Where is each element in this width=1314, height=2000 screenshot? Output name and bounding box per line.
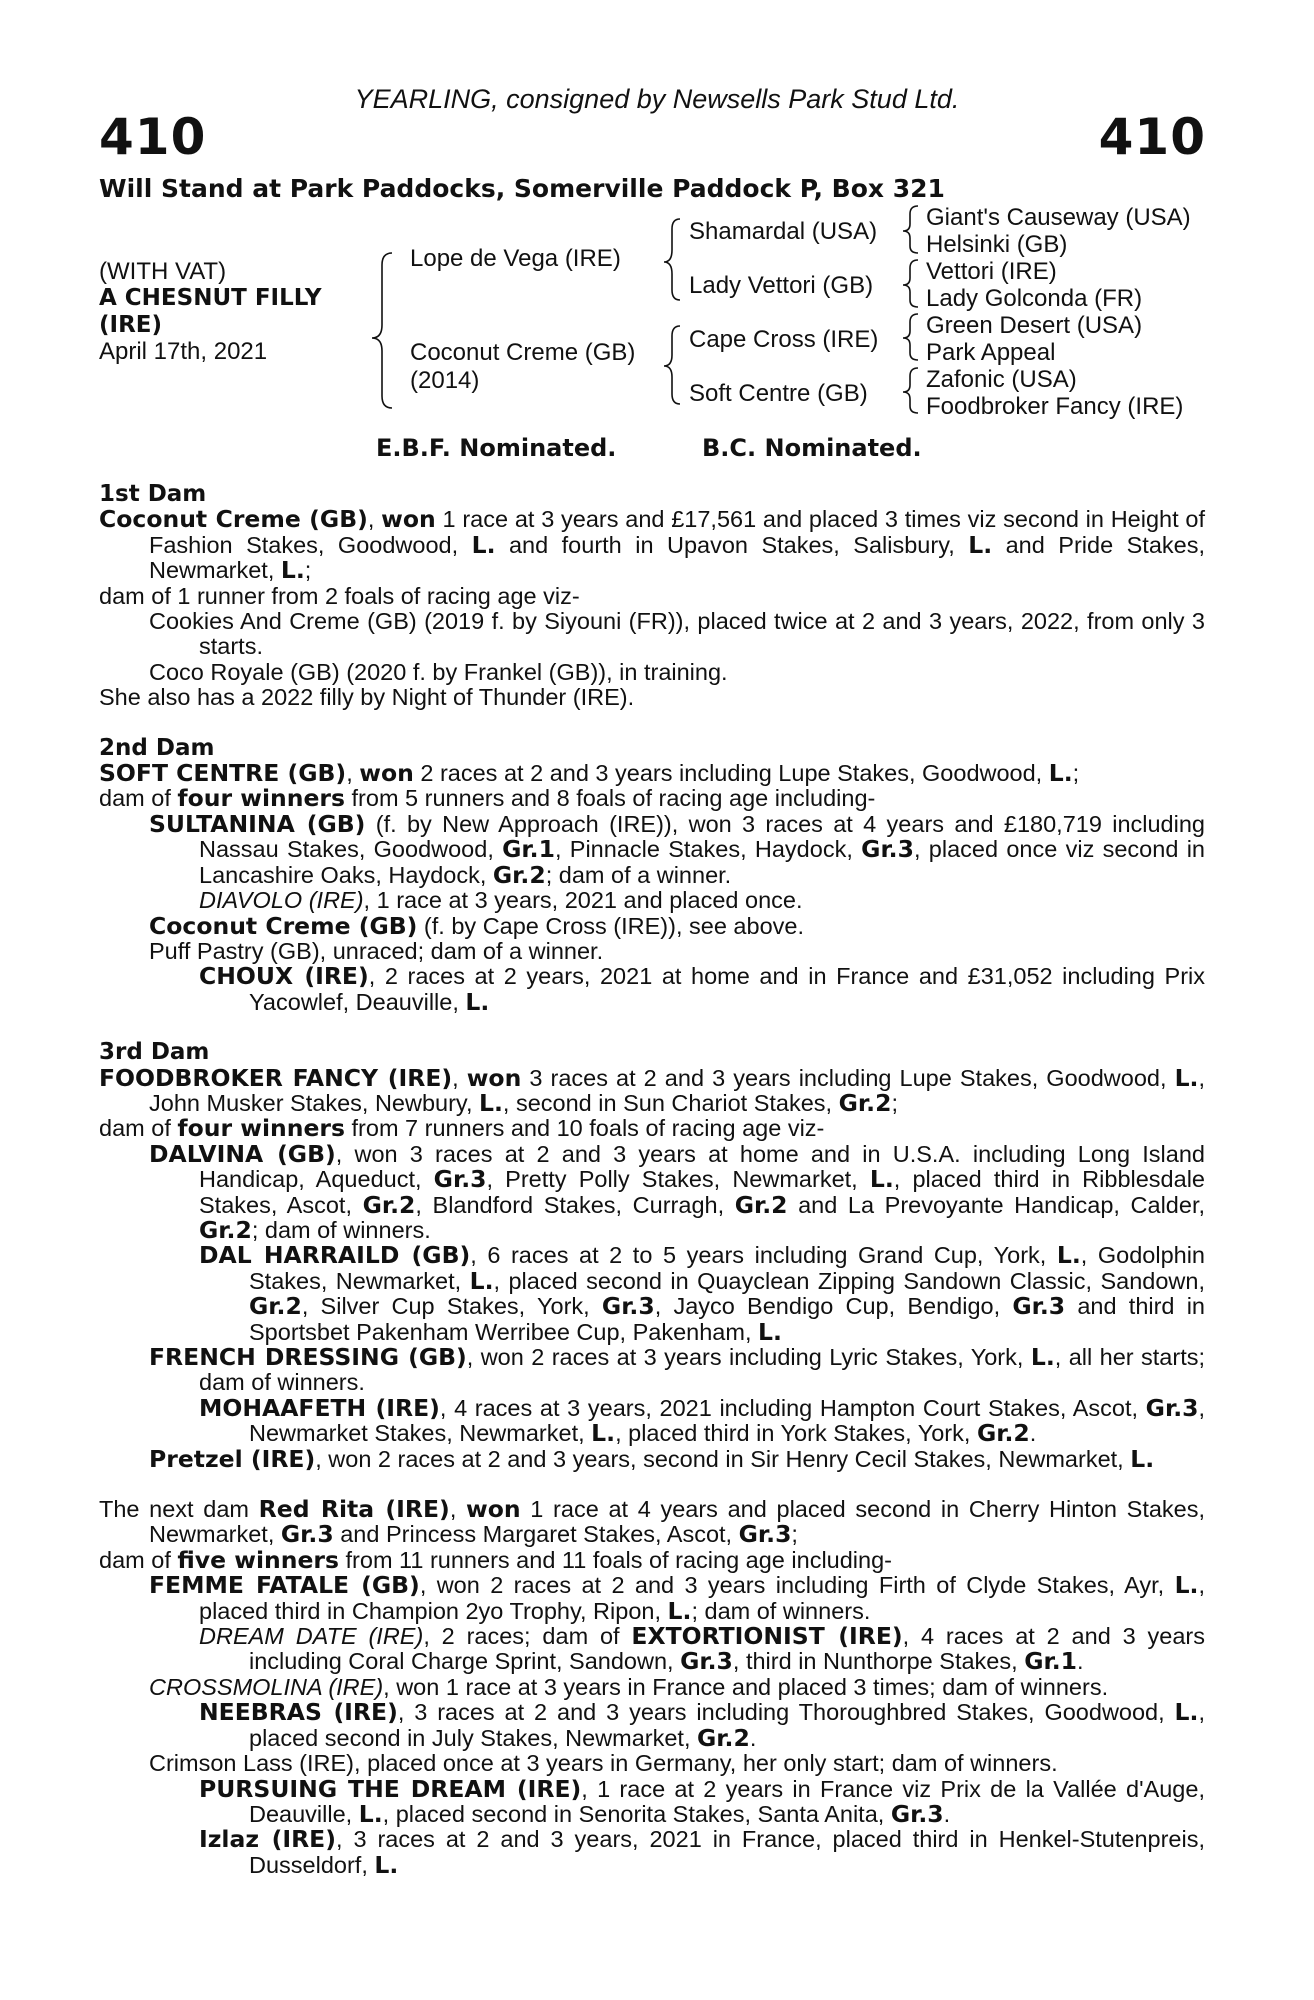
ebf-nominated: E.B.F. Nominated. [376,434,617,462]
pedigree-brace-g3 [903,314,918,360]
pedigree-brace-g2 [903,260,918,307]
first-dam-progeny-2: Coco Royale (GB) (2020 f. by Frankel (GB)), in training. [149,658,728,685]
progeny-diavolo: DIAVOLO (IRE), 1 race at 3 years, 2021 and placed once. [199,887,803,914]
lot-number-right: 410 [1098,108,1206,166]
g3-7: Zafonic (USA) [926,366,1077,393]
g3-8: Foodbroker Fancy (IRE) [926,393,1184,420]
g3-3: Vettori (IRE) [926,258,1057,285]
pedigree-brace-dam [664,326,680,404]
pedigree-brace-main [372,253,392,408]
third-dam-produce-summary: dam of four winners from 7 runners and 10 foals of racing age viz- [99,1114,825,1143]
bc-nominated: B.C. Nominated. [702,434,922,462]
progeny-dalvina: DALVINA (GB), won 3 races at 2 and 3 years at home and in U.S.A. including Long Island Handicap, Aqueduct, Gr.3, Pretty Polly Stakes, Newmarket, L., placed third in Ribblesdale Stakes, Ascot, Gr.2, Blandford Stakes, Curragh, Gr.2 and La Prevoyante Handicap, Calder, Gr.2; dam of winners. [149,1139,1205,1244]
progeny-pretzel: Pretzel (IRE), won 2 races at 2 and 3 years, second in Sir Henry Cecil Stakes, Newmarket, L. [149,1444,1155,1473]
pedigree-brace-g1 [903,206,918,253]
g3-2: Helsinki (GB) [926,231,1068,258]
pedigree-brace-sire [664,219,680,300]
sire-sire-name: Shamardal (USA) [689,218,878,245]
g3-6: Park Appeal [926,339,1056,366]
first-dam-also: She also has a 2022 filly by Night of Thunder (IRE). [99,684,635,711]
progeny-mohaafeth: MOHAAFETH (IRE), 4 races at 3 years, 2021 including Hampton Court Stakes, Ascot, Gr.3, Newmarket Stakes, Newmarket, L., placed third in York Stakes, York, Gr.2. [199,1393,1206,1448]
progeny-dream-date: DREAM DATE (IRE), 2 races; dam of EXTORTIONIST (IRE), 4 races at 2 and 3 years including Coral Charge Sprint, Sandown, Gr.3, third in Nunthorpe Stakes, Gr.1. [199,1622,1205,1676]
first-dam-progeny-1: Cookies And Creme (GB) (2019 f. by Siyouni (FR)), placed twice at 2 and 3 years, 2022, from only 3 starts. [149,608,1205,660]
catalogue-body [99,482,1205,1878]
next-dam-produce-summary: dam of five winners from 11 runners and 11 foals of racing age including- [99,1545,892,1574]
third-dam-heading: 3rd Dam [99,1039,210,1066]
progeny-sultanina: SULTANINA (GB) (f. by New Approach (IRE)), won 3 races at 4 years and £180,719 including Nassau Stakes, Goodwood, Gr.1, Pinnacle Stakes, Haydock, Gr.3, placed once viz second in Lancashire Oaks, Haydock, Gr.2; dam of a winner. [149,809,1205,889]
second-dam-produce-summary: dam of four winners from 5 runners and 8 foals of racing age including- [99,784,876,813]
progeny-dal-harraild: DAL HARRAILD (GB), 6 races at 2 to 5 years including Grand Cup, York, L., Godolphin Stakes, Newmarket, L., placed second in Quayclean Zipping Sandown Classic, Sandown, Gr.2, Silver Cup Stakes, York, Gr.3, Jayco Bendigo Cup, Bendigo, Gr.3 and third in Sportsbet Pakenham Werribee Cup, Pakenham, L. [199,1241,1205,1346]
progeny-izlaz: Izlaz (IRE), 3 races at 2 and 3 years, 2021 in France, placed third in Henkel-Stutenpreis, Dusseldorf, L. [199,1825,1205,1879]
progeny-coconut-creme: Coconut Creme (GB) (f. by Cape Cross (IRE)), see above. [149,911,804,940]
g3-5: Green Desert (USA) [926,312,1143,339]
first-dam-produce-summary: dam of 1 runner from 2 foals of racing age viz- [99,582,580,609]
second-dam-record: SOFT CENTRE (GB), won 2 races at 2 and 3 years including Lupe Stakes, Goodwood, L.; [99,759,1080,788]
progeny-femme-fatale: FEMME FATALE (GB), won 2 races at 2 and 3 years including Firth of Clyde Stakes, Ayr, L., placed third in Champion 2yo Trophy, Ripon, L.; dam of winners. [149,1571,1205,1625]
first-dam-record: Coconut Creme (GB), won 1 race at 3 years and £17,561 and placed 3 times viz second in Height of Fashion Stakes, Goodwood, L. and fourth in Upavon Stakes, Salisbury, L. and Pride Stakes, Newmarket, L.; [99,505,1206,585]
horse-origin: (IRE) [99,312,163,338]
dam-sire-name: Cape Cross (IRE) [689,326,879,353]
progeny-crimson-lass: Crimson Lass (IRE), placed once at 3 years in Germany, her only start; dam of winners. [149,1750,1058,1777]
next-dam-record: The next dam Red Rita (IRE), won 1 race at 4 years and placed second in Cherry Hinton Stakes, Newmarket, Gr.3 and Princess Margaret Stakes, Ascot, Gr.3; [99,1495,1206,1549]
progeny-choux: CHOUX (IRE), 2 races at 2 years, 2021 at home and in France and £31,052 including Prix Yacowlef, Deauville, L. [199,962,1205,1016]
stand-location: Will Stand at Park Paddocks, Somerville Paddock P, Box 321 [99,174,945,203]
progeny-pursuing-the-dream: PURSUING THE DREAM (IRE), 1 race at 2 years in France viz Prix de la Vallée d'Auge, Deauville, L., placed second in Senorita Stakes, Santa Anita, Gr.3. [199,1774,1205,1828]
foaling-date: April 17th, 2021 [99,338,268,365]
sire-dam-name: Lady Vettori (GB) [689,272,874,299]
lot-number-left: 410 [99,108,207,166]
progeny-crossmolina: CROSSMOLINA (IRE), won 1 race at 3 years in France and placed 3 times; dam of winners. [149,1673,1109,1700]
g3-4: Lady Golconda (FR) [926,285,1143,312]
dam-dam-name: Soft Centre (GB) [689,380,868,407]
consignor-subtitle: YEARLING, consigned by Newsells Park Stud Ltd. [354,84,960,114]
dam-name: Coconut Creme (GB) [410,339,636,366]
progeny-french-dressing: FRENCH DRESSING (GB), won 2 races at 3 years including Lyric Stakes, York, L., all her starts; dam of winners. [149,1343,1205,1396]
g3-1: Giant's Causeway (USA) [926,204,1191,231]
dam-year: (2014) [410,367,480,394]
sire-name: Lope de Vega (IRE) [410,245,621,272]
first-dam-heading: 1st Dam [99,481,207,507]
horse-name: A CHESNUT FILLY [99,285,322,311]
third-dam-record: FOODBROKER FANCY (IRE), won 3 races at 2 and 3 years including Lupe Stakes, Goodwood, L., John Musker Stakes, Newbury, L., second in Sun Chariot Stakes, Gr.2; [99,1063,1205,1117]
progeny-puff-pastry: Puff Pastry (GB), unraced; dam of a winner. [149,937,604,964]
vat-note: (WITH VAT) [99,258,227,285]
second-dam-heading: 2nd Dam [99,734,215,761]
pedigree-brace-g4 [903,368,918,413]
progeny-neebras: NEEBRAS (IRE), 3 races at 2 and 3 years including Thoroughbred Stakes, Goodwood, L., placed second in July Stakes, Newmarket, Gr.2. [199,1698,1205,1752]
